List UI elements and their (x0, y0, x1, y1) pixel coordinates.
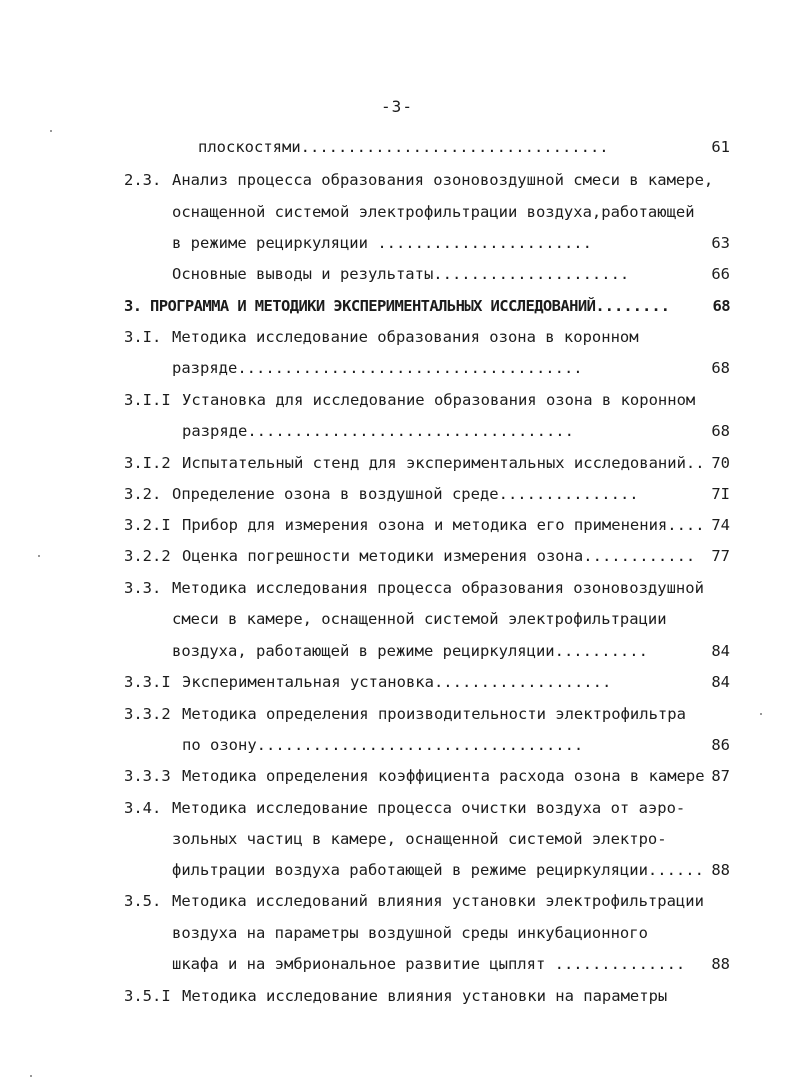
toc-entry (0, 983, 794, 1009)
scan-speck (30, 1075, 32, 1077)
toc-entry-title: Определение озона в воздушной среде............... (172, 485, 639, 503)
section-number: 3.I. (124, 328, 162, 346)
toc-entry (0, 134, 794, 160)
toc-entry-title: Методика исследования процесса образования озоновоздушной (172, 579, 704, 597)
toc-entry (0, 795, 794, 821)
toc-entry-title: по озону................................... (182, 736, 584, 754)
toc-entry-title: Оценка погрешности методики измерения озона............ (182, 547, 696, 565)
toc-entry (0, 261, 794, 287)
toc-entry (0, 575, 794, 601)
leader-dots: .............. (545, 955, 686, 973)
toc-entry-title: воздуха, работающей в режиме рециркуляции.......... (172, 642, 648, 660)
toc-entry (0, 543, 794, 569)
toc-entry-title: Методика определения коэффициента расхода озона в камере (182, 767, 705, 785)
toc-entry-title: смеси в камере, оснащенной системой электрофильтрации (172, 610, 667, 628)
toc-page-number: 84 (711, 642, 730, 660)
section-number: 3.3. (124, 579, 162, 597)
toc-page-number: 7I (711, 485, 730, 503)
section-number: 3. (124, 297, 142, 315)
toc-entry-title: фильтрации воздуха работающей в режиме рециркуляции...... (172, 861, 704, 879)
leader-dots: ..................... (433, 265, 630, 283)
toc-entry-title: Методика исследований влияния установки электрофильтрации (172, 892, 704, 910)
leader-dots: ....................... (377, 234, 592, 252)
toc-entry (0, 888, 794, 914)
section-number: 3.5. (124, 892, 162, 910)
toc-page-number: 88 (711, 861, 730, 879)
toc-entry-title: воздуха на параметры воздушной среды инкубационного (172, 924, 648, 942)
toc-page-number: 68 (711, 422, 730, 440)
toc-entry-title: шкафа и на эмбриональное развитие цыплят .............. (172, 955, 686, 973)
section-number: 3.3.I (124, 673, 171, 691)
leader-dots: .... (667, 516, 705, 534)
toc-page-number: 63 (711, 234, 730, 252)
toc-entry (0, 481, 794, 507)
leader-dots: ............ (583, 547, 696, 565)
scan-speck (38, 555, 40, 557)
toc-entry-title: Экспериментальная установка................... (182, 673, 612, 691)
toc-entry-title: в режиме рециркуляции ....................... (172, 234, 592, 252)
leader-dots: .......... (554, 642, 648, 660)
scan-speck (50, 130, 52, 132)
toc-entry (0, 167, 794, 193)
toc-entry-title: оснащенной системой электрофильтрации воздуха,работающей (172, 203, 695, 221)
toc-entry-title: Методика исследование образования озона в коронном (172, 328, 639, 346)
toc-entry (0, 826, 794, 852)
section-number: 3.2. (124, 485, 162, 503)
toc-entry (0, 638, 794, 664)
leader-dots: ...... (647, 861, 704, 879)
toc-entry-title: разряде..................................... (172, 359, 583, 377)
toc-page-number: 88 (711, 955, 730, 973)
toc-entry (0, 669, 794, 695)
leader-dots: ................... (433, 673, 612, 691)
toc-page-number: 70 (711, 454, 730, 472)
toc-entry-title: ПРОГРАММА И МЕТОДИКИ ЭКСПЕРИМЕНТАЛЬНЫХ ИССЛЕДОВАНИЙ........ (150, 297, 670, 315)
section-number: 3.I.I (124, 391, 171, 409)
toc-entry (0, 355, 794, 381)
toc-entry-title: Основные выводы и результаты..................... (172, 265, 630, 283)
section-number: 3.I.2 (124, 454, 171, 472)
toc-entry (0, 512, 794, 538)
toc-entry-title: плоскостями................................. (198, 138, 609, 156)
section-number: 3.5.I (124, 987, 171, 1005)
section-number: 3.4. (124, 799, 162, 817)
toc-page-number: 84 (711, 673, 730, 691)
section-number: 3.3.2 (124, 705, 171, 723)
leader-dots: ................................. (300, 138, 609, 156)
toc-entry (0, 763, 794, 789)
leader-dots: ................................... (247, 422, 574, 440)
toc-entry-title: Установка для исследование образования озона в коронном (182, 391, 696, 409)
toc-page-number: 87 (711, 767, 730, 785)
leader-dots: ..................................... (237, 359, 583, 377)
toc-page-number: 77 (711, 547, 730, 565)
toc-entry (0, 920, 794, 946)
toc-entry (0, 701, 794, 727)
toc-entry-title: Анализ процесса образования озоновоздушной смеси в камере, (172, 171, 714, 189)
toc-entry (0, 230, 794, 256)
toc-entry (0, 450, 794, 476)
page-number: -3- (381, 97, 413, 116)
toc-entry (0, 324, 794, 350)
toc-entry (0, 857, 794, 883)
section-number: 3.3.3 (124, 767, 171, 785)
leader-dots: ............... (498, 485, 639, 503)
toc-entry (0, 951, 794, 977)
toc-entry (0, 418, 794, 444)
section-number: 3.2.I (124, 516, 171, 534)
leader-dots: ................................... (256, 736, 584, 754)
toc-entry-title: Прибор для измерения озона и методика его применения.... (182, 516, 705, 534)
toc-entry (0, 387, 794, 413)
section-number: 3.2.2 (124, 547, 171, 565)
toc-page-number: 61 (711, 138, 730, 156)
leader-dots: .. (685, 454, 705, 472)
toc-entry-title: разряде................................... (182, 422, 574, 440)
section-number: 2.3. (124, 171, 162, 189)
toc-page-number: 66 (711, 265, 730, 283)
toc-entry-title: Методика исследование процесса очистки воздуха от аэро- (172, 799, 686, 817)
toc-entry-title: Методика исследование влияния установки на параметры (182, 987, 668, 1005)
scan-speck (760, 713, 762, 715)
toc-entry-title: зольных частиц в камере, оснащенной системой электро- (172, 830, 667, 848)
toc-entry (0, 732, 794, 758)
toc-entry-title: Испытательный стенд для экспериментальных исследований.. (182, 454, 705, 472)
toc-page-number: 74 (711, 516, 730, 534)
toc-entry (0, 606, 794, 632)
toc-page-number: 86 (711, 736, 730, 754)
toc-entry-chapter (0, 293, 794, 319)
toc-page-number: 68 (711, 359, 730, 377)
toc-page-number: 68 (712, 297, 730, 315)
leader-dots: ........ (595, 297, 670, 315)
toc-entry-title: Методика определения производительности электрофильтра (182, 705, 686, 723)
toc-entry (0, 199, 794, 225)
